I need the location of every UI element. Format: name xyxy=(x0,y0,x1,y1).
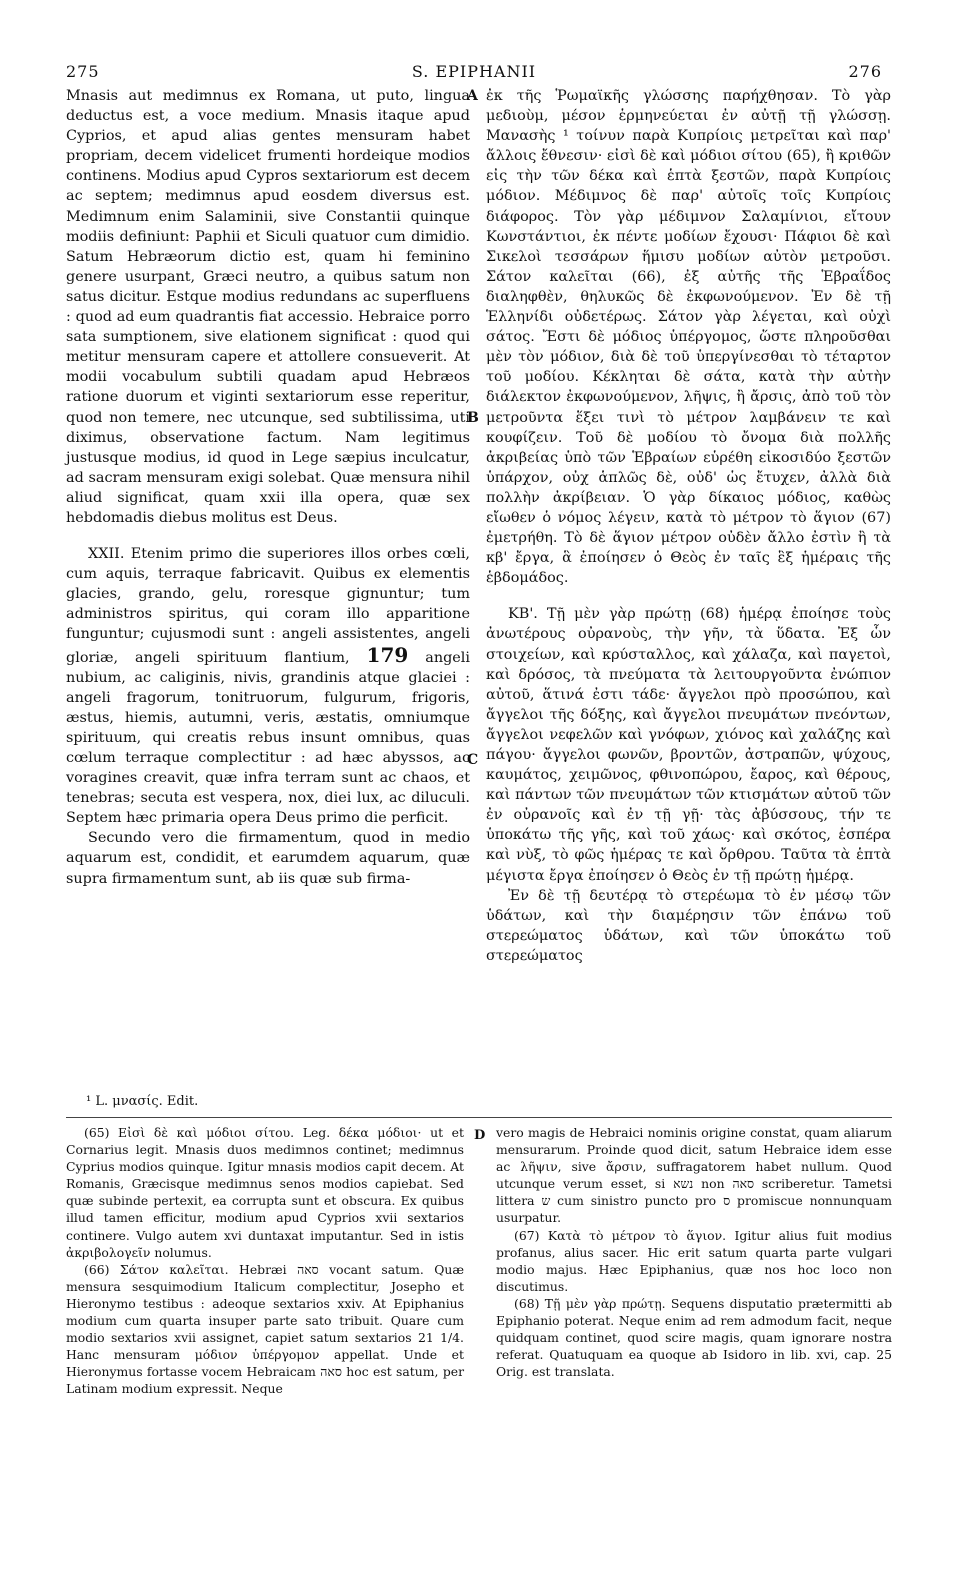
note-66-continued: vero magis de Hebraici nominis origine constat, quam aliarum mensurarum. Proinde quod dicit, satum Hebraice idem esse ac λῆψιν, sive ἄρσιν, suffragatorem habet nullum. Quod utcunque verum esset, si נשא non סאה scriberetur. Tametsi littera ש cum sinistro puncto pro ס promiscue nonnunquam usurpatur. xyxy=(496,1125,893,1226)
page-title: S. EPIPHANII xyxy=(411,62,537,81)
margin-page-number: 179 xyxy=(366,642,409,667)
notes-left-column xyxy=(66,1124,464,1398)
note-67: (67) Κατὰ τὸ μέτρον τὸ ἅγιον. Igitur alius fuit modius profanus, alius sacer. Hic erit satum quarta parte vulgari modio majus. Hæc Epiphanius, quæ nos hoc loco non discutimus. xyxy=(496,1227,892,1294)
note-65: (65) Εἰσὶ δὲ καὶ μόδιοι σίτου. Leg. δέκα μόδιοι· ut et Cornarius legit. Mnasis duos medimnos continet; medimnus Cyprius modios quinque. Igitur mnasis modios capit decem. At Romanis, Græcisque medimnus senos modios capiebat. Sed quæ subinde pertexit, ea corrupta sunt et obscura. Ex quibus illud tamen efficitur, modium apud Cyprios xvii sextarios continere. Vulgo autem xvi duntaxat imputantur. Sed in istis ἀκριβολογεῖν nolumus. xyxy=(66,1125,464,1260)
latin-paragraph-2b: angeli nubium, ac caliginis, nivis, grandinis atque glaciei : angeli fragorum, tonitruorum, fulgurum, frigoris, æstus, hiemis, autumni, veris, æstatis, omniumque spirituum, qui creatis rebus insunt omnibus, quas cœlum terraque complectitur : ad hæc abyssos, ac voragines creavit, quæ infra terram sunt ac chaos, et tenebras; secuta est vespera, nox, diei lux, ac diluculi. Septem hæc primaria opera Deus primo die perficit. xyxy=(66,649,471,827)
latin-paragraph-2 xyxy=(66,544,470,828)
margin-letter-a: A xyxy=(467,88,478,104)
note-66: (66) Σάτον καλεῖται. Hebræi סאה vocant satum. Quæ mensura sesquimodium Italicum complectitur, Josepho et Hieronymo testibus : adeoque sextarios xxiv. At Epiphanius modium cum quarta insuper parte sato tribuit. Quare cum modio sextarios xvii assignet, capiet satum sextarios 21 1/4. Hanc mensuram μόδιον ὑπέργομον appellat. Unde et Hieronymus fortasse vocem Hebraicam סאה hoc est satum, per Latinam modium expressit. Neque xyxy=(66,1261,465,1397)
section-number-latin: XXII. xyxy=(88,546,125,563)
margin-letter-d: D xyxy=(474,1128,486,1143)
greek-column xyxy=(486,86,891,966)
greek-paragraph-2 xyxy=(486,604,891,885)
greek-paragraph-2-text: Τῇ μὲν γὰρ πρώτῃ (68) ἡμέρᾳ ἐποίησε τοὺς ἀνωτέρους οὐρανοὺς, τὴν γῆν, τὰ ὕδατα. Ἐξ ὧν στοιχείων, καὶ κρύσταλλος, καὶ χάλαζα, καὶ παγετοὶ, καὶ δρόσος, τὰ πνεύματα τὰ λειτουργοῦντα ἐνώπιον αὐτοῦ, ἅτινά ἐστι τάδε· ἄγγελοι πρὸ προσώπου, καὶ ἄγγελοι τῆς δόξης, καὶ ἄγγελοι πνευμάτων πνεόντων, ἄγγελοι νεφελῶν καὶ γνόφων, χιόνος καὶ χαλάζης καὶ πάγου· ἄγγελοι φωνῶν, βροντῶν, ἀστραπῶν, ψύχους, καυμάτος, χειμῶνος, φθινοπώρου, ἔαρος, καὶ θέρους, καὶ πάντων τῶν πνευμάτων τῶν κτισμάτων αὐτοῦ τῶν ἐν οὐρανοῖς καὶ ἐν τῇ γῇ· τὰς ἀβύσσους, τήν τε ὑποκάτω τῆς γῆς, καὶ τοῦ χάως· καὶ σκότος, ἑσπέρα καὶ νὺξ, τὸ φῶς ἡμέρας τε καὶ ὄρθρου. Ταῦτα τὰ ἑπτὰ μέγιστα ἔργα ἐποίησεν ὁ Θεὸς ἐν τῇ πρώτῃ ἡμέρᾳ. xyxy=(486,606,891,884)
footnote: ¹ L. μνασίς. Edit. xyxy=(86,1094,199,1109)
latin-column xyxy=(66,86,470,889)
margin-letter-b: B xyxy=(467,410,479,426)
latin-paragraph-1: Mnasis aut medimnus ex Romana, ut puto, lingua deductus est, a voce medium. Mnasis itaque apud Cyprios, et apud alias gentes mensuram habet propriam, decem videlicet frumenti hordeique modios continens. Modius apud Cypros sextariorum est decem ac septem; medimnus apud eosdem diversus est. Medimnum enim Salaminii, sive Constantii quinque modiis definiunt: Paphii et Siculi quatuor cum dimidio. Satum Hebræorum dictio est, quam hi feminino genere usurpant, Græci neutro, a quibus satum non satus dicitur. Estque modius redundans ac superfluens : quod ad eum quadrantis fiat accessio. Hebraice porro sata sumptionem, sive elationem significat : quod qui metitur mensuram capere et attollere consueverit. At modii vocabulum subtili quadam apud Hebræos ratione duorum et viginti sextariorum esse reperitur, quod non temere, nec utcunque, sed subtilissima, uti diximus, observatione factum. Nam legitimus justusque modius, id quod in Lege sæpius inculcatur, ad sacram mensuram exigi solebat. Quæ mensura nihil aliud significat, quam xxii illa opera, quæ sex hebdomadis diebus molitus est Deus. xyxy=(66,88,470,526)
margin-letter-c: C xyxy=(467,752,479,768)
latin-paragraph-2a: Etenim primo die superiores illos orbes cœli, cum aquis, terraque fabricavit. Quibus ex elementis glacies, grando, gelu, roresque gignuntur; tum administros spiritus, qui coram illo apparitione funguntur; cujusmodi sunt : angeli assistentes, angeli gloriæ, angeli spirituum flantium, xyxy=(66,546,470,666)
note-68: (68) Τῇ μὲν γὰρ πρώτῃ. Sequens disputatio prætermitti ab Epiphanio poterat. Neque enim ad rem admodum facit, neque quidquam continet, quod scire magis, quam ignorare nostra referat. Quatuquam ea quoque ab Isidoro in lib. xvi, cap. 25 Orig. est translata. xyxy=(496,1295,892,1380)
notes-divider xyxy=(66,1117,892,1118)
latin-paragraph-3: Secundo vero die firmamentum, quod in medio aquarum est, condidit, et earumdem aquarum, quæ supra firmamentum sunt, ab iis quæ sub firma- xyxy=(66,830,470,887)
page-number-left: 275 xyxy=(66,62,100,81)
greek-paragraph-1: ἐκ τῆς Ῥωμαϊκῆς γλώσσης παρήχθησαν. Τὸ γὰρ μεδιοὺμ, μέσον ἑρμηνεύεται ἐν αὐτῇ τῇ γλώσσῃ. Μανασὴς ¹ τοίνυν παρὰ Κυπρίοις μετρεῖται καὶ παρ' ἄλλοις ἔθνεσιν· εἰσὶ δὲ καὶ μόδιοι σίτου (65), ἢ κριθῶν εἰς τὴν τῶν δέκα καὶ ἑπτὰ ξεστῶν, παρὰ Κυπρίοις μόδιον. Μέδιμνος δὲ παρ' αὐτοῖς τοῖς Κυπρίοις διάφορος. Τὸν γὰρ μέδιμνον Σαλαμίνιοι, εἴτουν Κωνστάντιοι, ἐκ πέντε μοδίων ἔχουσι· Πάφιοι δὲ καὶ Σικελοὶ τεσσάρων ἥμισυ μοδίων αὐτὸν μετροῦσι. Σάτον καλεῖται (66), ἐξ αὐτῆς τῆς Ἑβραΐδος διαληφθὲν, θηλυκῶς δὲ ἐκφωνούμενον. Ἐν δὲ τῇ Ἑλληνίδι οὐδετέρως. Σάτον γὰρ λέγεται, καὶ οὐχὶ σάτος. Ἔστι δὲ μόδιος ὑπέργομος, ὥστε πληροῦσθαι μὲν τὸν μόδιον, διὰ δὲ τοῦ ὑπεργίνεσθαι τὸ τέταρτον τοῦ μοδίου. Κέκληται δὲ σάτα, κατὰ τὴν αὐτὴν διάλεκτον ἐκφωνούμενον, λῆψις, ἢ ἄρσις, ἀπὸ τοῦ τὸν μετροῦντα ἕξει τινὶ τὸ μέτρον λαμβάνειν τε καὶ κουφίζειν. Τοῦ δὲ μοδίου τὸ ὄνομα διὰ πολλῆς ἀκριβείας ὑπὸ τῶν Ἑβραίων εὑρέθη εἰκοσιδύο ξεστῶν ὑπάρχον, οὐχ ἁπλῶς δὲ, οὐδ' ὡς ἔτυχεν, ἀλλὰ διὰ πολλὴν ἀκρίβειαν. Ὁ γὰρ δίκαιος μόδιος, καθὼς εἴωθεν ὁ νόμος λέγειν, κατὰ τὸ μέτρον τὸ ἅγιον (67) ἐμετρήθη. Τὸ δὲ ἅγιον μέτρον οὐδὲν ἄλλο ἐστὶν ἢ τὰ κβ' ἔργα, ἃ ἐποίησεν ὁ Θεὸς ἐν ταῖς ἓξ ἡμέραις τῆς ἑβδομάδος. xyxy=(486,88,891,587)
section-number-greek: ΚΒ'. xyxy=(508,606,538,623)
notes-right-column xyxy=(496,1124,892,1380)
page-number-right: 276 xyxy=(848,62,882,81)
greek-paragraph-3: Ἐν δὲ τῇ δευτέρᾳ τὸ στερέωμα τὸ ἐν μέσῳ τῶν ὑδάτων, καὶ τὴν διαμέρησιν τῶν ἐπάνω τοῦ στερεώματος ὑδάτων, καὶ τῶν ὑποκάτω τοῦ στερεώματος xyxy=(486,887,891,964)
running-header xyxy=(66,62,882,82)
